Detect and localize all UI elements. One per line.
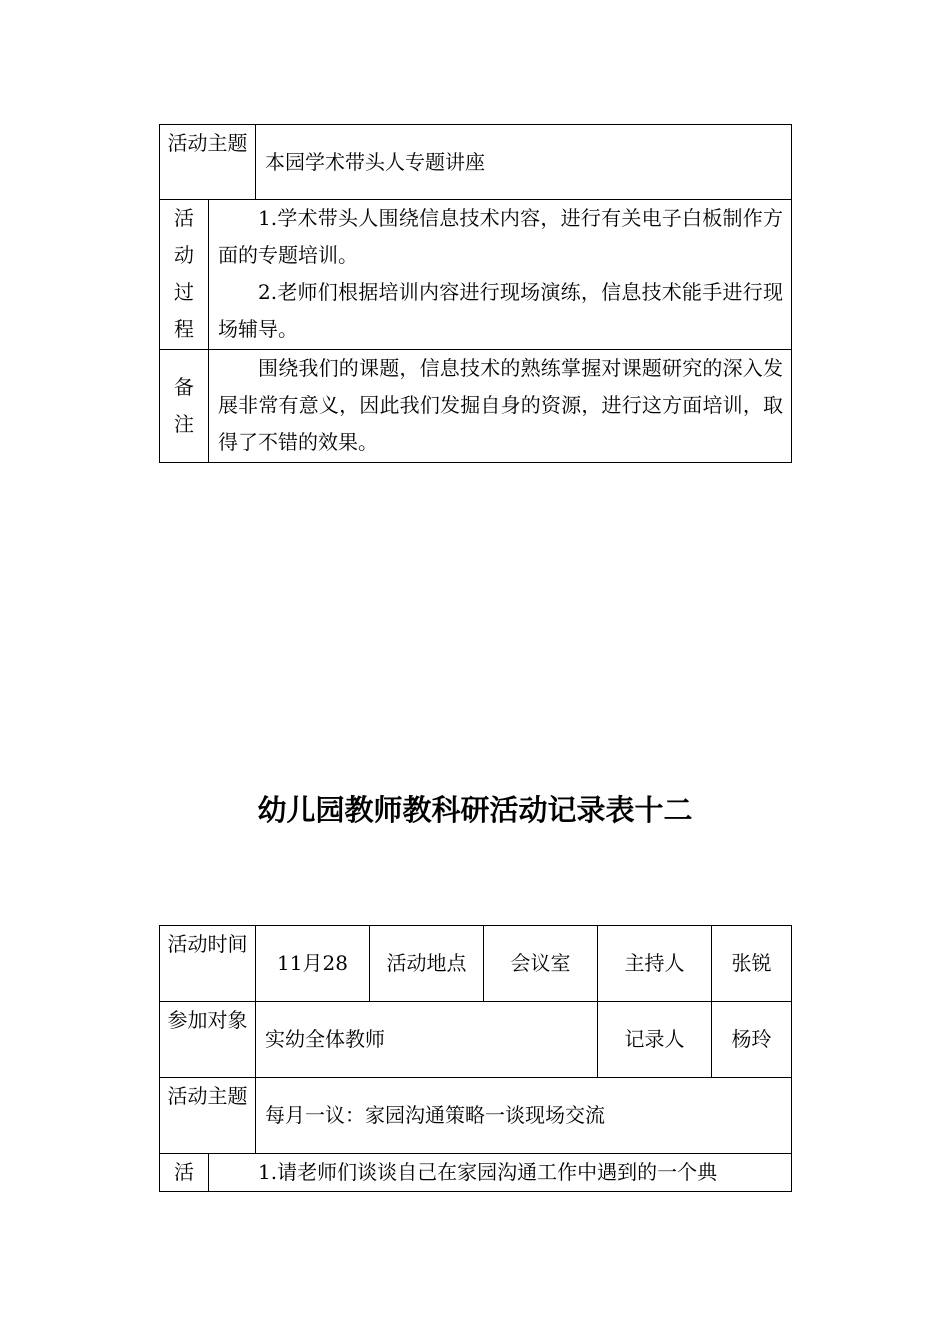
activity-record-table-2 <box>159 925 792 1192</box>
recorder-label: 记录人 <box>598 1002 712 1078</box>
note-label: 备 注 <box>160 350 209 463</box>
process-content <box>209 200 792 350</box>
place-value: 会议室 <box>484 926 598 1002</box>
host-label: 主持人 <box>598 926 712 1002</box>
theme-label: 活动主题 <box>160 125 256 200</box>
note-content <box>209 350 792 463</box>
process-paragraph-1: 1.学术带头人围绕信息技术内容，进行有关电子白板制作方面的专题培训。 <box>218 206 783 267</box>
process-label-partial: 活 <box>160 1154 209 1192</box>
activity-record-table-1 <box>159 124 792 463</box>
theme-value-2: 每月一议：家园沟通策略一谈现场交流 <box>256 1078 792 1154</box>
process-paragraph-2: 2.老师们根据培训内容进行现场演练，信息技术能手进行现场辅导。 <box>218 280 783 341</box>
time-label: 活动时间 <box>160 926 256 1002</box>
process-label: 活 动 过 程 <box>160 200 209 350</box>
note-paragraph: 围绕我们的课题，信息技术的熟练掌握对课题研究的深入发展非常有意义，因此我们发掘自身的资源，进行这方面培训，取得了不错的效果。 <box>218 356 783 454</box>
participants-value: 实幼全体教师 <box>256 1002 598 1078</box>
recorder-value: 杨玲 <box>712 1002 792 1078</box>
place-label: 活动地点 <box>370 926 484 1002</box>
theme-label-2: 活动主题 <box>160 1078 256 1154</box>
theme-value: 本园学术带头人专题讲座 <box>256 125 792 200</box>
document-title: 幼儿园教师教科研活动记录表十二 <box>257 793 693 827</box>
host-value: 张锐 <box>712 926 792 1002</box>
participants-label: 参加对象 <box>160 1002 256 1078</box>
time-value: 11月28 <box>256 926 370 1002</box>
process-first-line: 1.请老师们谈谈自己在家园沟通工作中遇到的一个典 <box>209 1154 792 1192</box>
